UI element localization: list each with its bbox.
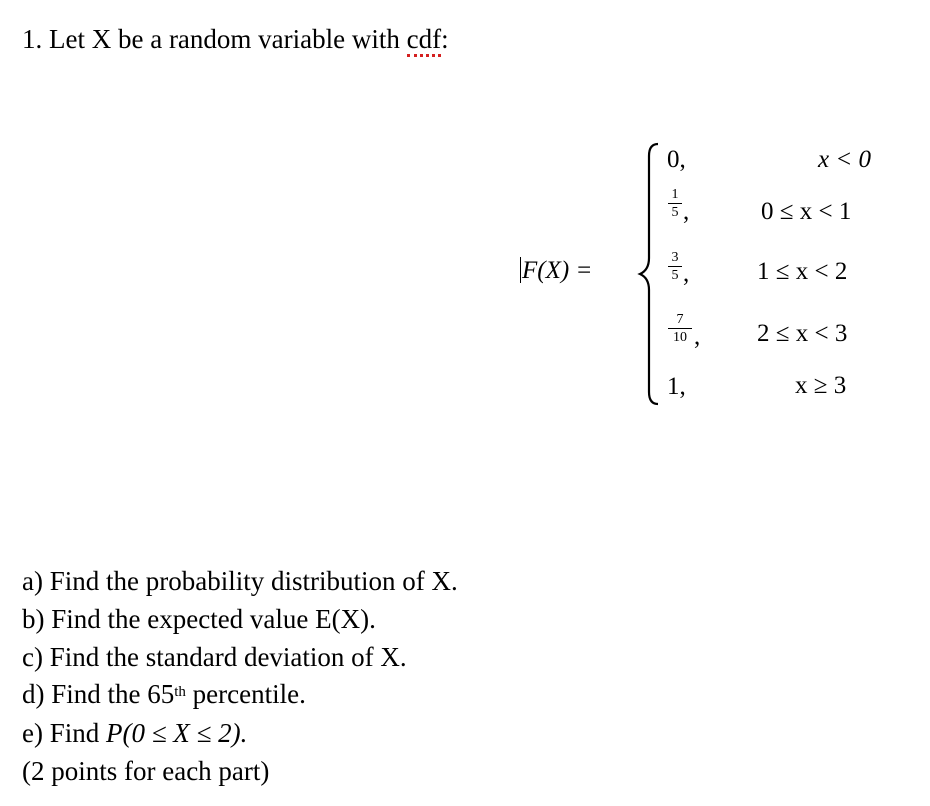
points-note: (2 points for each part) — [22, 756, 270, 786]
case-3-fraction-bar — [668, 266, 682, 267]
case-4-condition: 2 ≤ x < 3 — [757, 320, 848, 347]
case-3-denominator: 5 — [671, 268, 679, 283]
case-1-condition: x < 0 — [818, 146, 871, 173]
part-a: a) Find the probability distribution of X. — [22, 566, 458, 596]
case-2-numerator: 1 — [671, 187, 679, 202]
function-lhs — [520, 257, 592, 285]
case-4-denominator: 10 — [673, 330, 687, 345]
case-5-condition: x ≥ 3 — [795, 372, 847, 399]
case-3-condition: 1 ≤ x < 2 — [757, 258, 848, 285]
function-lhs-text: F(X) = — [522, 257, 593, 284]
question-number: 1. — [22, 24, 43, 54]
case-3-comma: , — [683, 260, 690, 287]
case-1-value: 0, — [667, 146, 686, 173]
case-2-comma: , — [683, 198, 690, 225]
part-e — [22, 718, 247, 749]
part-d-superscript: th — [174, 684, 186, 700]
part-e-math: P(0 ≤ X ≤ 2). — [106, 718, 248, 748]
case-4-fraction — [668, 312, 692, 345]
case-2-condition: 0 ≤ x < 1 — [761, 198, 852, 225]
case-5-value: 1, — [667, 373, 686, 400]
case-4-fraction-bar — [668, 328, 692, 329]
case-4-comma: , — [694, 323, 701, 350]
part-d-suffix: percentile. — [185, 679, 306, 709]
cursor-mark — [520, 257, 521, 283]
question-colon: : — [441, 24, 449, 54]
part-d-prefix: d) Find the 65 — [22, 679, 175, 709]
case-3-fraction — [668, 250, 682, 283]
case-2-fraction-bar — [668, 203, 682, 204]
piecewise-brace — [628, 140, 664, 410]
case-4-numerator: 7 — [676, 312, 684, 327]
question-title — [22, 24, 449, 55]
part-e-prefix: e) Find — [22, 718, 106, 748]
cdf-word: cdf — [407, 24, 441, 57]
case-3-numerator: 3 — [671, 250, 679, 265]
case-2-fraction — [668, 187, 682, 220]
part-b: b) Find the expected value E(X). — [22, 604, 376, 634]
case-2-denominator: 5 — [671, 205, 679, 220]
part-c: c) Find the standard deviation of X. — [22, 642, 407, 672]
question-text: Let X be a random variable with — [49, 24, 400, 54]
part-d — [22, 679, 306, 710]
